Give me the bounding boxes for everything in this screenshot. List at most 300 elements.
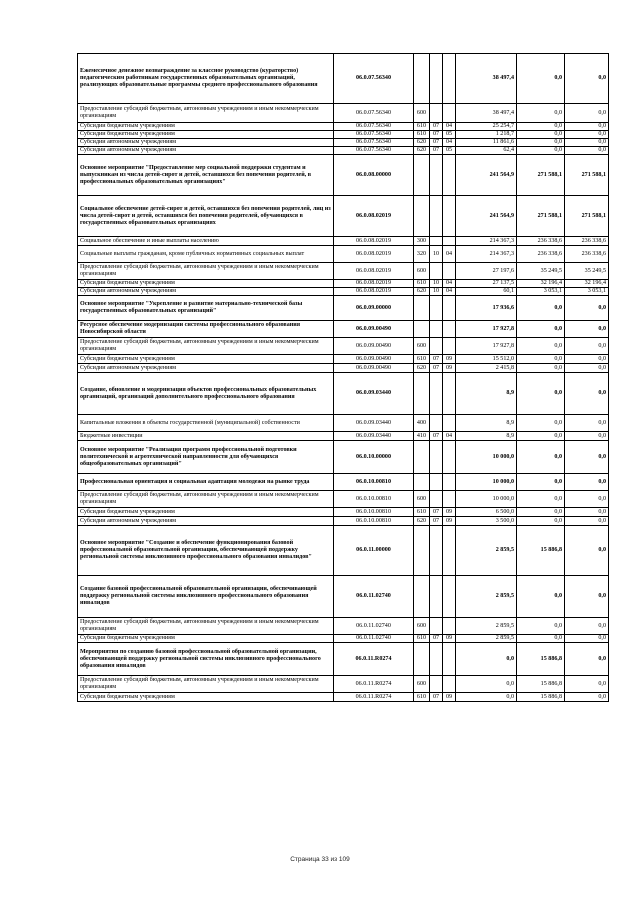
amount-year-2-cell: 0,0 — [517, 364, 565, 373]
amount-year-2-cell: 15 886,8 — [517, 676, 565, 693]
subsection-code-cell — [443, 155, 456, 196]
row-name-cell: Создание базовой профессиональной образовательной организации, обеспечивающей поддержку региональной системы инклюзивного профессионального образования инвалидов — [78, 576, 334, 618]
budget-code-cell: 06.0.07.56340 — [334, 139, 414, 147]
expense-type-cell: 320 — [414, 246, 430, 263]
section-code-cell: 07 — [430, 139, 443, 147]
amount-year-2-cell: 0,0 — [517, 139, 565, 147]
section-code-cell — [430, 526, 443, 576]
amount-year-1-cell: 11 861,6 — [456, 139, 517, 147]
subsection-code-cell — [443, 415, 456, 432]
amount-year-2-cell: 0,0 — [517, 432, 565, 441]
amount-year-3-cell: 0,0 — [565, 355, 609, 364]
amount-year-2-cell: 271 588,1 — [517, 196, 565, 237]
subsection-code-cell: 09 — [443, 635, 456, 643]
amount-year-2-cell: 0,0 — [517, 147, 565, 155]
budget-code-cell: 06.0.11.02740 — [334, 618, 414, 635]
amount-year-2-cell: 0,0 — [517, 321, 565, 338]
expense-type-cell: 600 — [414, 618, 430, 635]
budget-code-cell: 06.0.08.02019 — [334, 288, 414, 296]
amount-year-2-cell: 0,0 — [517, 517, 565, 526]
amount-year-3-cell: 0,0 — [565, 441, 609, 474]
amount-year-1-cell: 1 218,7 — [456, 131, 517, 139]
budget-code-cell: 06.0.09.00000 — [334, 296, 414, 321]
subsection-code-cell: 09 — [443, 508, 456, 517]
amount-year-3-cell: 0,0 — [565, 373, 609, 415]
section-code-cell — [430, 237, 443, 246]
section-code-cell: 07 — [430, 131, 443, 139]
amount-year-3-cell: 271 588,1 — [565, 196, 609, 237]
amount-year-2-cell: 35 249,5 — [517, 263, 565, 280]
subsection-code-cell — [443, 338, 456, 355]
table-row — [78, 196, 609, 237]
subsection-code-cell: 04 — [443, 432, 456, 441]
table-row — [78, 104, 609, 123]
table-row — [78, 491, 609, 508]
amount-year-1-cell: 3 500,0 — [456, 517, 517, 526]
budget-code-cell: 06.0.07.56340 — [334, 54, 414, 104]
subsection-code-cell — [443, 643, 456, 676]
budget-code-cell: 06.0.11.R0274 — [334, 676, 414, 693]
amount-year-3-cell: 0,0 — [565, 517, 609, 526]
section-code-cell — [430, 415, 443, 432]
subsection-code-cell: 09 — [443, 355, 456, 364]
amount-year-2-cell: 32 196,4 — [517, 280, 565, 288]
subsection-code-cell — [443, 263, 456, 280]
budget-code-cell: 06.0.09.00490 — [334, 321, 414, 338]
amount-year-1-cell: 214 367,3 — [456, 237, 517, 246]
section-code-cell: 07 — [430, 635, 443, 643]
row-name-cell: Основное мероприятие "Реализация программ профессиональной подготовки политехнической и агротехнической направленности для обучающихся общеобразовательных организаций" — [78, 441, 334, 474]
budget-code-cell: 06.0.11.R0274 — [334, 643, 414, 676]
amount-year-1-cell: 17 927,8 — [456, 321, 517, 338]
amount-year-1-cell: 2 415,8 — [456, 364, 517, 373]
subsection-code-cell: 04 — [443, 288, 456, 296]
row-name-cell: Субсидии бюджетным учреждениям — [78, 131, 334, 139]
amount-year-2-cell: 0,0 — [517, 508, 565, 517]
amount-year-1-cell: 27 137,5 — [456, 280, 517, 288]
amount-year-3-cell: 3 053,1 — [565, 288, 609, 296]
amount-year-3-cell: 0,0 — [565, 618, 609, 635]
amount-year-3-cell: 0,0 — [565, 338, 609, 355]
subsection-code-cell — [443, 104, 456, 123]
subsection-code-cell — [443, 526, 456, 576]
table-row — [78, 373, 609, 415]
row-name-cell: Социальное обеспечение детей-сирот и детей, оставшихся без попечения родителей, лиц из числа детей-сирот и детей, оставшихся без попечения родителей, обучающихся в государственных образовательных организациях — [78, 196, 334, 237]
row-name-cell: Бюджетные инвестиции — [78, 432, 334, 441]
expense-type-cell: 610 — [414, 508, 430, 517]
budget-code-cell: 06.0.10.00810 — [334, 517, 414, 526]
section-code-cell: 07 — [430, 432, 443, 441]
budget-code-cell: 06.0.08.02019 — [334, 246, 414, 263]
table-row — [78, 139, 609, 147]
table-row — [78, 576, 609, 618]
amount-year-1-cell: 15 512,0 — [456, 355, 517, 364]
table-row — [78, 355, 609, 364]
row-name-cell: Предоставление субсидий бюджетным, автономным учреждениям и иным некоммерческим организациям — [78, 263, 334, 280]
expense-type-cell: 610 — [414, 131, 430, 139]
amount-year-3-cell: 0,0 — [565, 576, 609, 618]
amount-year-3-cell: 0,0 — [565, 123, 609, 131]
section-code-cell — [430, 104, 443, 123]
table-row — [78, 123, 609, 131]
row-name-cell: Субсидии автономным учреждениям — [78, 147, 334, 155]
row-name-cell: Субсидии бюджетным учреждениям — [78, 355, 334, 364]
row-name-cell: Предоставление субсидий бюджетным, автономным учреждениям и иным некоммерческим организациям — [78, 676, 334, 693]
amount-year-3-cell: 0,0 — [565, 131, 609, 139]
budget-code-cell: 06.0.09.00490 — [334, 338, 414, 355]
expense-type-cell: 620 — [414, 139, 430, 147]
amount-year-2-cell: 0,0 — [517, 441, 565, 474]
row-name-cell: Субсидии автономным учреждениям — [78, 517, 334, 526]
amount-year-3-cell: 271 588,1 — [565, 155, 609, 196]
row-name-cell: Субсидии автономным учреждениям — [78, 364, 334, 373]
expense-type-cell: 620 — [414, 517, 430, 526]
budget-code-cell: 06.0.10.00810 — [334, 491, 414, 508]
amount-year-2-cell: 0,0 — [517, 104, 565, 123]
amount-year-3-cell: 35 249,5 — [565, 263, 609, 280]
section-code-cell — [430, 474, 443, 491]
row-name-cell: Социальное обеспечение и иные выплаты населению — [78, 237, 334, 246]
expense-type-cell: 610 — [414, 693, 430, 702]
expense-type-cell: 410 — [414, 432, 430, 441]
section-code-cell: 07 — [430, 355, 443, 364]
expense-type-cell — [414, 54, 430, 104]
page-footer — [0, 856, 640, 863]
amount-year-3-cell: 0,0 — [565, 643, 609, 676]
budget-code-cell: 06.0.10.00000 — [334, 441, 414, 474]
amount-year-1-cell: 0,0 — [456, 676, 517, 693]
amount-year-2-cell: 0,0 — [517, 576, 565, 618]
expense-type-cell — [414, 474, 430, 491]
table-row — [78, 364, 609, 373]
subsection-code-cell — [443, 441, 456, 474]
budget-code-cell: 06.0.10.00810 — [334, 474, 414, 491]
amount-year-2-cell: 15 886,8 — [517, 526, 565, 576]
subsection-code-cell — [443, 474, 456, 491]
expense-type-cell — [414, 155, 430, 196]
subsection-code-cell — [443, 296, 456, 321]
amount-year-3-cell: 236 338,6 — [565, 237, 609, 246]
table-row — [78, 147, 609, 155]
table-row — [78, 246, 609, 263]
row-name-cell: Предоставление субсидий бюджетным, автономным учреждениям и иным некоммерческим организациям — [78, 104, 334, 123]
row-name-cell: Субсидии автономным учреждениям — [78, 288, 334, 296]
amount-year-1-cell: 8,9 — [456, 373, 517, 415]
amount-year-3-cell: 32 196,4 — [565, 280, 609, 288]
amount-year-1-cell: 8,9 — [456, 415, 517, 432]
amount-year-1-cell: 241 564,9 — [456, 196, 517, 237]
row-name-cell: Профессиональная ориентация и социальная адаптация молодежи на рынке труда — [78, 474, 334, 491]
section-code-cell: 07 — [430, 147, 443, 155]
subsection-code-cell — [443, 54, 456, 104]
section-code-cell — [430, 155, 443, 196]
budget-code-cell: 06.0.08.00000 — [334, 155, 414, 196]
amount-year-2-cell: 0,0 — [517, 355, 565, 364]
amount-year-2-cell: 15 886,8 — [517, 693, 565, 702]
section-code-cell: 10 — [430, 280, 443, 288]
section-code-cell — [430, 491, 443, 508]
subsection-code-cell — [443, 321, 456, 338]
expense-type-cell: 610 — [414, 280, 430, 288]
table-row — [78, 338, 609, 355]
table-row — [78, 676, 609, 693]
row-name-cell: Основное мероприятие "Укрепление и развитие материально-технической базы государственных образовательных организаций" — [78, 296, 334, 321]
expense-type-cell — [414, 321, 430, 338]
row-name-cell: Предоставление субсидий бюджетным, автономным учреждениям и иным некоммерческим организациям — [78, 618, 334, 635]
expense-type-cell: 600 — [414, 338, 430, 355]
row-name-cell: Ресурсное обеспечение модернизации системы профессионального образования Новосибирской области — [78, 321, 334, 338]
amount-year-3-cell: 0,0 — [565, 491, 609, 508]
budget-code-cell: 06.0.08.02019 — [334, 263, 414, 280]
subsection-code-cell — [443, 237, 456, 246]
subsection-code-cell: 04 — [443, 246, 456, 263]
table-row — [78, 643, 609, 676]
section-code-cell — [430, 618, 443, 635]
subsection-code-cell: 04 — [443, 280, 456, 288]
subsection-code-cell: 04 — [443, 139, 456, 147]
budget-code-cell: 06.0.09.03440 — [334, 373, 414, 415]
amount-year-3-cell: 0,0 — [565, 364, 609, 373]
amount-year-2-cell: 236 338,6 — [517, 246, 565, 263]
table-row — [78, 635, 609, 643]
amount-year-2-cell: 3 053,1 — [517, 288, 565, 296]
table-row — [78, 296, 609, 321]
amount-year-3-cell: 0,0 — [565, 676, 609, 693]
subsection-code-cell: 04 — [443, 123, 456, 131]
section-code-cell — [430, 643, 443, 676]
amount-year-2-cell: 0,0 — [517, 373, 565, 415]
table-row — [78, 618, 609, 635]
budget-code-cell: 06.0.11.R0274 — [334, 693, 414, 702]
amount-year-1-cell: 17 927,8 — [456, 338, 517, 355]
table-row — [78, 526, 609, 576]
expense-type-cell: 600 — [414, 491, 430, 508]
row-name-cell: Основное мероприятие "Предоставление мер социальной поддержки студентам и выпускникам из числа детей-сирот и детей, оставшихся без попечения родителей, в профессиональных образовательных организациях" — [78, 155, 334, 196]
section-code-cell: 07 — [430, 517, 443, 526]
table-row — [78, 155, 609, 196]
budget-code-cell: 06.0.07.56340 — [334, 123, 414, 131]
table-row — [78, 432, 609, 441]
section-code-cell — [430, 263, 443, 280]
row-name-cell: Субсидии бюджетным учреждениям — [78, 123, 334, 131]
row-name-cell: Создание, обновление и модернизация объектов профессиональных образовательных организаций, организаций дополнительного профессионального образования — [78, 373, 334, 415]
row-name-cell: Капитальные вложения в объекты государственной (муниципальной) собственности — [78, 415, 334, 432]
amount-year-3-cell: 0,0 — [565, 104, 609, 123]
budget-code-cell: 06.0.08.02019 — [334, 280, 414, 288]
amount-year-1-cell: 6 500,0 — [456, 508, 517, 517]
amount-year-3-cell: 0,0 — [565, 147, 609, 155]
amount-year-1-cell: 60,1 — [456, 288, 517, 296]
amount-year-1-cell: 0,0 — [456, 643, 517, 676]
expense-type-cell — [414, 576, 430, 618]
amount-year-3-cell: 0,0 — [565, 54, 609, 104]
section-code-cell — [430, 338, 443, 355]
amount-year-1-cell: 62,4 — [456, 147, 517, 155]
section-code-cell — [430, 373, 443, 415]
budget-table-body — [78, 54, 609, 702]
amount-year-3-cell: 236 338,6 — [565, 246, 609, 263]
expense-type-cell: 620 — [414, 288, 430, 296]
section-code-cell — [430, 296, 443, 321]
table-row — [78, 237, 609, 246]
amount-year-2-cell: 0,0 — [517, 635, 565, 643]
amount-year-1-cell: 25 254,7 — [456, 123, 517, 131]
expense-type-cell: 600 — [414, 104, 430, 123]
subsection-code-cell: 09 — [443, 364, 456, 373]
amount-year-3-cell: 0,0 — [565, 635, 609, 643]
row-name-cell: Социальные выплаты гражданам, кроме публичных нормативных социальных выплат — [78, 246, 334, 263]
budget-code-cell: 06.0.11.02740 — [334, 635, 414, 643]
budget-code-cell: 06.0.09.03440 — [334, 415, 414, 432]
section-code-cell — [430, 441, 443, 474]
expense-type-cell — [414, 196, 430, 237]
section-code-cell — [430, 676, 443, 693]
amount-year-2-cell: 0,0 — [517, 474, 565, 491]
table-row — [78, 131, 609, 139]
table-row — [78, 321, 609, 338]
amount-year-1-cell: 2 859,5 — [456, 576, 517, 618]
amount-year-1-cell: 8,9 — [456, 432, 517, 441]
expense-type-cell: 620 — [414, 364, 430, 373]
expense-type-cell: 600 — [414, 676, 430, 693]
section-code-cell: 10 — [430, 288, 443, 296]
table-row — [78, 508, 609, 517]
amount-year-1-cell: 0,0 — [456, 693, 517, 702]
amount-year-2-cell: 0,0 — [517, 123, 565, 131]
expense-type-cell — [414, 373, 430, 415]
subsection-code-cell: 05 — [443, 147, 456, 155]
expense-type-cell — [414, 526, 430, 576]
amount-year-3-cell: 0,0 — [565, 474, 609, 491]
subsection-code-cell: 09 — [443, 693, 456, 702]
table-row — [78, 415, 609, 432]
amount-year-2-cell: 0,0 — [517, 415, 565, 432]
budget-code-cell: 06.0.09.00490 — [334, 355, 414, 364]
row-name-cell: Предоставление субсидий бюджетным, автономным учреждениям и иным некоммерческим организациям — [78, 491, 334, 508]
amount-year-3-cell: 0,0 — [565, 432, 609, 441]
section-code-cell — [430, 196, 443, 237]
table-row — [78, 288, 609, 296]
amount-year-1-cell: 2 859,5 — [456, 635, 517, 643]
budget-code-cell: 06.0.09.00490 — [334, 364, 414, 373]
row-name-cell: Субсидии автономным учреждениям — [78, 139, 334, 147]
expense-type-cell — [414, 643, 430, 676]
amount-year-1-cell: 2 859,5 — [456, 526, 517, 576]
subsection-code-cell — [443, 373, 456, 415]
row-name-cell: Субсидии бюджетным учреждениям — [78, 280, 334, 288]
table-row — [78, 693, 609, 702]
amount-year-1-cell: 10 000,0 — [456, 491, 517, 508]
amount-year-2-cell: 15 886,8 — [517, 643, 565, 676]
section-code-cell — [430, 54, 443, 104]
amount-year-1-cell: 17 936,6 — [456, 296, 517, 321]
expense-type-cell: 610 — [414, 123, 430, 131]
amount-year-1-cell: 38 497,4 — [456, 54, 517, 104]
subsection-code-cell — [443, 676, 456, 693]
row-name-cell: Мероприятия по созданию базовой профессиональной образовательной организации, обеспечивающей поддержку региональной системы инклюзивного профессионального образования инвалидов — [78, 643, 334, 676]
amount-year-2-cell: 0,0 — [517, 618, 565, 635]
budget-document — [77, 53, 608, 702]
amount-year-2-cell: 236 338,6 — [517, 237, 565, 246]
expense-type-cell: 400 — [414, 415, 430, 432]
section-code-cell: 07 — [430, 508, 443, 517]
table-row — [78, 474, 609, 491]
section-code-cell: 10 — [430, 246, 443, 263]
subsection-code-cell — [443, 576, 456, 618]
expense-type-cell: 610 — [414, 355, 430, 364]
subsection-code-cell — [443, 196, 456, 237]
amount-year-2-cell: 0,0 — [517, 491, 565, 508]
budget-code-cell: 06.0.07.56340 — [334, 147, 414, 155]
expense-type-cell — [414, 441, 430, 474]
table-row — [78, 54, 609, 104]
budget-code-cell: 06.0.10.00810 — [334, 508, 414, 517]
section-code-cell: 07 — [430, 693, 443, 702]
budget-code-cell: 06.0.08.02019 — [334, 237, 414, 246]
table-row — [78, 517, 609, 526]
row-name-cell: Основное мероприятие "Создание и обеспечение функционирования базовой профессиональной образовательной организации, обеспечивающей поддержку региональной системы инклюзивного профессионального образования инвалидов" — [78, 526, 334, 576]
table-row — [78, 441, 609, 474]
amount-year-3-cell: 0,0 — [565, 139, 609, 147]
amount-year-1-cell: 10 000,0 — [456, 441, 517, 474]
amount-year-1-cell: 241 564,9 — [456, 155, 517, 196]
expense-type-cell — [414, 296, 430, 321]
budget-code-cell: 06.0.11.02740 — [334, 576, 414, 618]
subsection-code-cell — [443, 491, 456, 508]
subsection-code-cell: 05 — [443, 131, 456, 139]
amount-year-3-cell: 0,0 — [565, 296, 609, 321]
amount-year-1-cell: 27 197,6 — [456, 263, 517, 280]
amount-year-1-cell: 38 497,4 — [456, 104, 517, 123]
row-name-cell: Субсидии бюджетным учреждениям — [78, 635, 334, 643]
amount-year-1-cell: 10 000,0 — [456, 474, 517, 491]
amount-year-3-cell: 0,0 — [565, 508, 609, 517]
budget-code-cell: 06.0.07.56340 — [334, 131, 414, 139]
page-number-label: Страница 33 из 109 — [290, 856, 350, 863]
amount-year-1-cell: 214 367,3 — [456, 246, 517, 263]
amount-year-3-cell: 0,0 — [565, 321, 609, 338]
amount-year-3-cell: 0,0 — [565, 526, 609, 576]
section-code-cell: 07 — [430, 123, 443, 131]
amount-year-2-cell: 0,0 — [517, 338, 565, 355]
expense-type-cell: 610 — [414, 635, 430, 643]
amount-year-3-cell: 0,0 — [565, 415, 609, 432]
row-name-cell: Ежемесячное денежное вознаграждение за классное руководство (кураторство) педагогическим работникам государственных образовательных организаций, реализующих образовательные программы среднего профессионального образования — [78, 54, 334, 104]
row-name-cell: Субсидии бюджетным учреждениям — [78, 693, 334, 702]
row-name-cell: Предоставление субсидий бюджетным, автономным учреждениям и иным некоммерческим организациям — [78, 338, 334, 355]
subsection-code-cell: 09 — [443, 517, 456, 526]
budget-code-cell: 06.0.11.00000 — [334, 526, 414, 576]
budget-code-cell: 06.0.09.03440 — [334, 432, 414, 441]
expense-type-cell: 300 — [414, 237, 430, 246]
amount-year-2-cell: 0,0 — [517, 54, 565, 104]
budget-code-cell: 06.0.07.56340 — [334, 104, 414, 123]
amount-year-3-cell: 0,0 — [565, 693, 609, 702]
expense-type-cell: 620 — [414, 147, 430, 155]
row-name-cell: Субсидии бюджетным учреждениям — [78, 508, 334, 517]
table-row — [78, 280, 609, 288]
amount-year-1-cell: 2 859,5 — [456, 618, 517, 635]
amount-year-2-cell: 0,0 — [517, 296, 565, 321]
budget-table — [77, 53, 609, 702]
section-code-cell: 07 — [430, 364, 443, 373]
table-row — [78, 263, 609, 280]
section-code-cell — [430, 321, 443, 338]
budget-code-cell: 06.0.08.02019 — [334, 196, 414, 237]
expense-type-cell: 600 — [414, 263, 430, 280]
section-code-cell — [430, 576, 443, 618]
amount-year-2-cell: 271 588,1 — [517, 155, 565, 196]
